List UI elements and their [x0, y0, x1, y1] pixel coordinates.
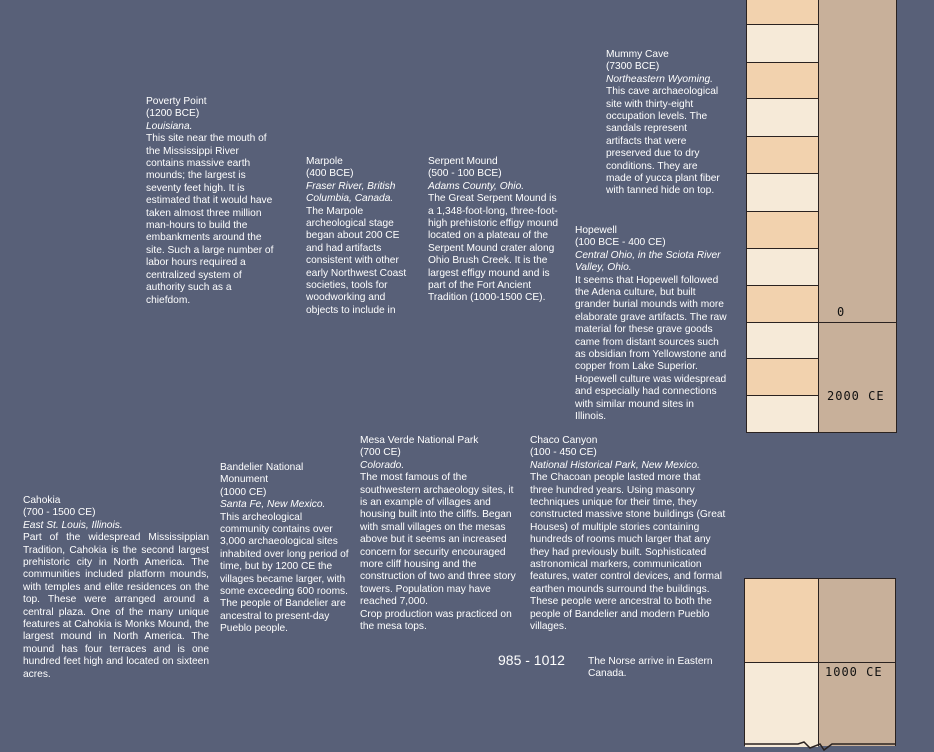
timeline-right-column: [819, 0, 896, 432]
entry-date: (1200 BCE): [146, 108, 200, 120]
timeline-segment: [747, 173, 818, 211]
timeline-top: [746, 0, 897, 433]
entry-mummy-cave: [606, 49, 724, 198]
timeline-segment: [747, 322, 818, 358]
timeline-label-1000: 1000 CE: [825, 665, 883, 679]
timeline-bottom: [744, 578, 896, 746]
entry-location: Santa Fe, New Mexico.: [220, 499, 326, 511]
entry-date: (100 - 450 CE): [530, 447, 597, 459]
timeline-segment: [747, 98, 818, 136]
norse-years: 985 - 1012: [498, 652, 565, 668]
entry-description: The Great Serpent Mound is a 1,348-foot-long, three-foot-high prehistoric effigy mound located on a plateau of the Serpent Mound crater along Ohio Brush Creek. It is the largest effigy mound and is part of the Fort Ancient Tradition (1000-1500 CE).: [428, 193, 559, 304]
entry-location: Colorado.: [360, 459, 405, 471]
timeline-segment: [745, 579, 818, 662]
timeline-segment: [747, 285, 818, 322]
entry-date: (500 - 100 BCE): [428, 168, 502, 180]
norse-text: The Norse arrive in Eastern Canada.: [588, 656, 713, 680]
entry-title: Mesa Verde National Park: [360, 435, 479, 446]
timeline-segment: [747, 24, 818, 62]
entry-title: Mummy Cave: [606, 49, 669, 60]
entry-title: Chaco Canyon: [530, 435, 598, 446]
entry-location: Northeastern Wyoming.: [606, 73, 714, 85]
entry-location: Central Ohio, in the Sciota River Valley, Ohio.: [575, 249, 721, 274]
timeline-label-2000: 2000 CE: [827, 389, 885, 403]
entry-date: (700 CE): [360, 447, 401, 459]
timeline-label-zero: 0: [837, 305, 846, 319]
entry-title: Bandelier National Monument: [220, 462, 304, 486]
timeline-segment: [745, 662, 818, 747]
entry-marpole: [306, 156, 410, 317]
entry-chaco-canyon: [530, 435, 726, 634]
entry-description: The Marpole archeological stage began about 200 CE and had artifacts consistent with other early Northwest Coast societies, tools for woodworking and objects to include in: [306, 205, 407, 316]
timeline-segment: [747, 395, 818, 432]
entry-title: Cahokia: [23, 495, 61, 506]
entry-date: (400 BCE): [306, 168, 354, 180]
timeline-divider: [819, 662, 895, 663]
timeline-left-column: [745, 579, 819, 746]
entry-date: (700 - 1500 CE): [23, 507, 96, 519]
timeline-left-column: [747, 0, 819, 432]
entry-date: (1000 CE): [220, 486, 267, 498]
timeline-segment: [747, 358, 818, 395]
entry-serpent-mound: [428, 156, 562, 305]
entry-location: Fraser River, British Columbia, Canada.: [306, 180, 396, 205]
entry-description: It seems that Hopewell followed the Adena culture, but built grander burial mounds with more elaborate grave artifacts. The raw material for these grave goods came from distant sources such as obsidian from Yellowstone and copper from Lake Superior. Hopewell culture was widespread and especially had connections with similar mound sites in Illinois.: [575, 274, 727, 423]
timeline-segment: [747, 248, 818, 285]
entry-date: (7300 BCE): [606, 61, 660, 73]
entry-description: This cave archaeological site with thirty-eight occupation levels. The sandals represent artifacts that were preserved due to dry conditions. They are made of yucca plant fiber with tanned hide on top.: [606, 86, 720, 197]
entry-mesa-verde: [360, 435, 520, 634]
entry-extra: Crop production was practiced on the mesa tops.: [360, 608, 512, 633]
entry-hopewell: [575, 225, 727, 424]
timeline-segment: [747, 211, 818, 248]
entry-location: Louisiana.: [146, 120, 193, 132]
timeline-right-column: [819, 579, 895, 746]
entry-description: Part of the widespread Mississippian Tradition, Cahokia is the second largest prehistoric city in North America. The communities included platform mounds, with temples and elite residences on the top. These were arranged around a central plaza. One of the many unique features at Cahokia is Monks Mound, the largest mound in North America. The mound has four terraces and is one hundred feet high and located on sixteen acres.: [23, 532, 209, 680]
torn-edge: [740, 740, 900, 752]
norse-event: [498, 652, 728, 684]
entry-location: East St. Louis, Illinois.: [23, 519, 123, 531]
entry-description: The most famous of the southwestern archaeology sites, it is an example of villages and housing built into the cliffs. Began with small villages on the mesas above but it seems an increased concern for security encouraged more cliff housing and the construction of two and three story towers. Population may have reached 7,000.: [360, 472, 516, 608]
entry-location: Adams County, Ohio.: [428, 180, 525, 192]
timeline-segment: [747, 62, 818, 98]
timeline-segment: [747, 0, 818, 24]
entry-title: Hopewell: [575, 225, 617, 236]
entry-cahokia: [23, 495, 209, 681]
entry-location: National Historical Park, New Mexico.: [530, 459, 700, 471]
entry-title: Marpole: [306, 156, 343, 167]
timeline-segment: [747, 136, 818, 173]
entry-bandelier: [220, 462, 354, 636]
entry-description: This archeological community contains over 3,000 archaeological sites inhabited over long period of time, but by 1200 CE the villages became larger, with some exceeding 600 rooms. The people of Bandelier are ancestral to present-day Pueblo people.: [220, 511, 349, 635]
entry-title: Poverty Point: [146, 96, 207, 107]
timeline-divider: [819, 322, 896, 323]
entry-date: (100 BCE - 400 CE): [575, 237, 666, 249]
entry-description: This site near the mouth of the Mississippi River contains massive earth mounds; the largest is seventy feet high. It is estimated that it would have taken almost three million man-hours to build the embankments around the site. Such a large number of labor hours required a centralized system of authority such as a chiefdom.: [146, 133, 274, 306]
entry-poverty-point: [146, 96, 274, 307]
entry-title: Serpent Mound: [428, 156, 498, 167]
entry-description: The Chacoan people lasted more that three hundred years. Using masonry techniques unique for their time, they constructed massive stone buildings (Great Houses) of multiple stories containing hundreds of rooms much larger that any they had previously built. Sophisticated astronomical markers, communication features, water control devices, and formal earthen mounds surround the buildings. These people were ancestral to both the people of Bandelier and modern Pueblo villages.: [530, 472, 726, 633]
